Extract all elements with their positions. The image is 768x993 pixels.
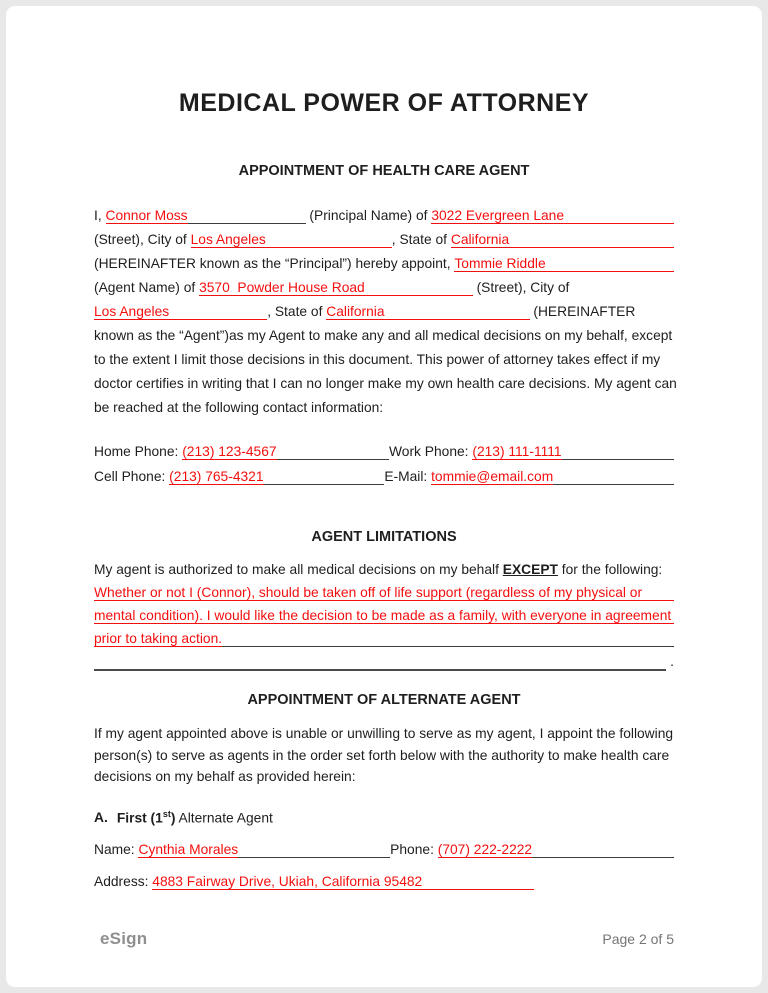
blank-line xyxy=(562,444,674,460)
form-line xyxy=(94,469,674,494)
blank-line xyxy=(222,631,674,647)
static-text: (Principal Name) of xyxy=(305,208,432,223)
home-phone-field[interactable]: (213) 123-4567 xyxy=(182,444,277,459)
limitations-paragraph xyxy=(94,562,674,677)
blank-line xyxy=(422,874,534,890)
form-line xyxy=(94,280,674,304)
principal-street-field[interactable]: 3022 Evergreen Lane xyxy=(431,208,565,223)
body-text-line: doctor certifies in writing that I can no longer make my own health care decisions. My agent can xyxy=(94,376,677,391)
section-heading-alternate-agent: APPOINTMENT OF ALTERNATE AGENT xyxy=(247,692,521,708)
static-text: , State of xyxy=(267,304,327,319)
static-text: (Street), City of xyxy=(94,232,191,247)
static-text: , State of xyxy=(391,232,451,247)
blank-line xyxy=(238,842,390,858)
limitations-field[interactable]: Whether or not I (Connor), should be taken off of life support (regardless of my physical or xyxy=(94,585,643,600)
blank-line xyxy=(564,208,674,224)
static-text: (Street), City of xyxy=(472,280,574,295)
blank-line xyxy=(277,444,389,460)
email-field[interactable]: tommie@email.com xyxy=(431,469,554,484)
page-indicator: Page 2 of 5 xyxy=(602,931,674,947)
item-letter: A. xyxy=(94,810,108,826)
body-text-line: If my agent appointed above is unable or unwilling to serve as my agent, I appoint the following xyxy=(94,726,674,741)
body-text-line: decisions on my behalf as provided herein: xyxy=(94,769,356,784)
name-label: Name: xyxy=(94,842,139,858)
blank-line xyxy=(266,232,392,248)
page-footer xyxy=(100,929,674,949)
form-line xyxy=(94,874,674,896)
blank-line xyxy=(642,585,674,601)
limitations-field[interactable]: prior to taking action. xyxy=(94,631,223,646)
body-text-line: My agent is authorized to make all medical decisions on my behalf EXCEPT for the following: xyxy=(94,562,663,577)
document-title: MEDICAL POWER OF ATTORNEY xyxy=(178,89,590,117)
body-text-line: person(s) to serve as agents in the order set forth below with the authority to make health care xyxy=(94,747,670,763)
blank-line xyxy=(509,232,674,248)
agent-name-field[interactable]: Tommie Riddle xyxy=(454,256,546,271)
document-page xyxy=(6,6,762,987)
limitations-entry-line xyxy=(94,608,674,631)
blank-line xyxy=(553,469,674,485)
static-text: (HEREINAFTER xyxy=(529,304,636,319)
blank-line xyxy=(671,608,674,624)
alternate-agent-paragraph xyxy=(94,723,674,788)
address-label: Address: xyxy=(94,874,153,890)
email-label: E-Mail: xyxy=(384,469,432,484)
blank-line xyxy=(532,842,674,858)
blank-line xyxy=(385,304,530,320)
form-line xyxy=(94,208,674,232)
static-text: I, xyxy=(94,208,106,223)
principal-name-field[interactable]: Connor Moss xyxy=(105,208,188,223)
home-phone-label: Home Phone: xyxy=(94,444,183,459)
form-line xyxy=(94,304,674,328)
phone-label: Phone: xyxy=(390,842,438,858)
blank-line xyxy=(169,304,267,320)
blank-line xyxy=(546,256,674,272)
form-line xyxy=(94,444,674,469)
blank-line xyxy=(264,469,385,485)
body-text-line: be reached at the following contact information: xyxy=(94,400,384,415)
alternate-address-field[interactable]: 4883 Fairway Drive, Ukiah, California 95482 xyxy=(152,874,423,890)
alternate-phone-field[interactable]: (707) 222-2222 xyxy=(437,842,533,858)
static-text: (HEREINAFTER known as the “Principal”) hereby appoint, xyxy=(94,256,455,271)
limitations-field[interactable]: mental condition). I would like the decision to be made as a family, with everyone in agreement xyxy=(94,608,672,623)
limitations-entry-line xyxy=(94,631,674,654)
static-text: (Agent Name) of xyxy=(94,280,200,295)
limitations-blank-rule: . xyxy=(94,654,674,677)
agent-city-field[interactable]: Los Angeles xyxy=(94,304,170,319)
contact-info-block xyxy=(94,444,674,494)
body-text-line: known as the “Agent”)as my Agent to make any and all medical decisions on my behalf, except xyxy=(94,328,673,343)
section-heading-health-care-agent: APPOINTMENT OF HEALTH CARE AGENT xyxy=(238,163,530,179)
work-phone-field[interactable]: (213) 111-1111 xyxy=(472,444,562,459)
first-alternate-agent-heading: A. First (1st) Alternate Agent xyxy=(94,808,273,826)
except-emphasis: EXCEPT xyxy=(502,562,558,577)
form-line xyxy=(94,256,674,280)
ordinal-superscript: st xyxy=(162,808,171,819)
form-line xyxy=(94,232,674,256)
limitations-entry-line xyxy=(94,585,674,608)
section-heading-agent-limitations: AGENT LIMITATIONS xyxy=(311,529,457,545)
esign-logo: eSign xyxy=(100,929,148,948)
blank-line xyxy=(94,654,666,671)
appointment-paragraph xyxy=(94,208,677,424)
principal-city-field[interactable]: Los Angeles xyxy=(190,232,266,247)
alternate-name-field[interactable]: Cynthia Morales xyxy=(138,842,239,858)
cell-phone-label: Cell Phone: xyxy=(94,469,170,484)
blank-line xyxy=(188,208,306,224)
agent-state-field[interactable]: California xyxy=(326,304,385,319)
agent-street-field[interactable]: 3570 Powder House Road xyxy=(199,280,365,295)
cell-phone-field[interactable]: (213) 765-4321 xyxy=(169,469,264,484)
body-text-line: to the extent I limit those decisions in this document. This power of attorney takes effect if my xyxy=(94,352,661,367)
form-line xyxy=(94,842,674,864)
blank-line xyxy=(365,280,473,296)
work-phone-label: Work Phone: xyxy=(389,444,473,459)
principal-state-field[interactable]: California xyxy=(450,232,510,247)
